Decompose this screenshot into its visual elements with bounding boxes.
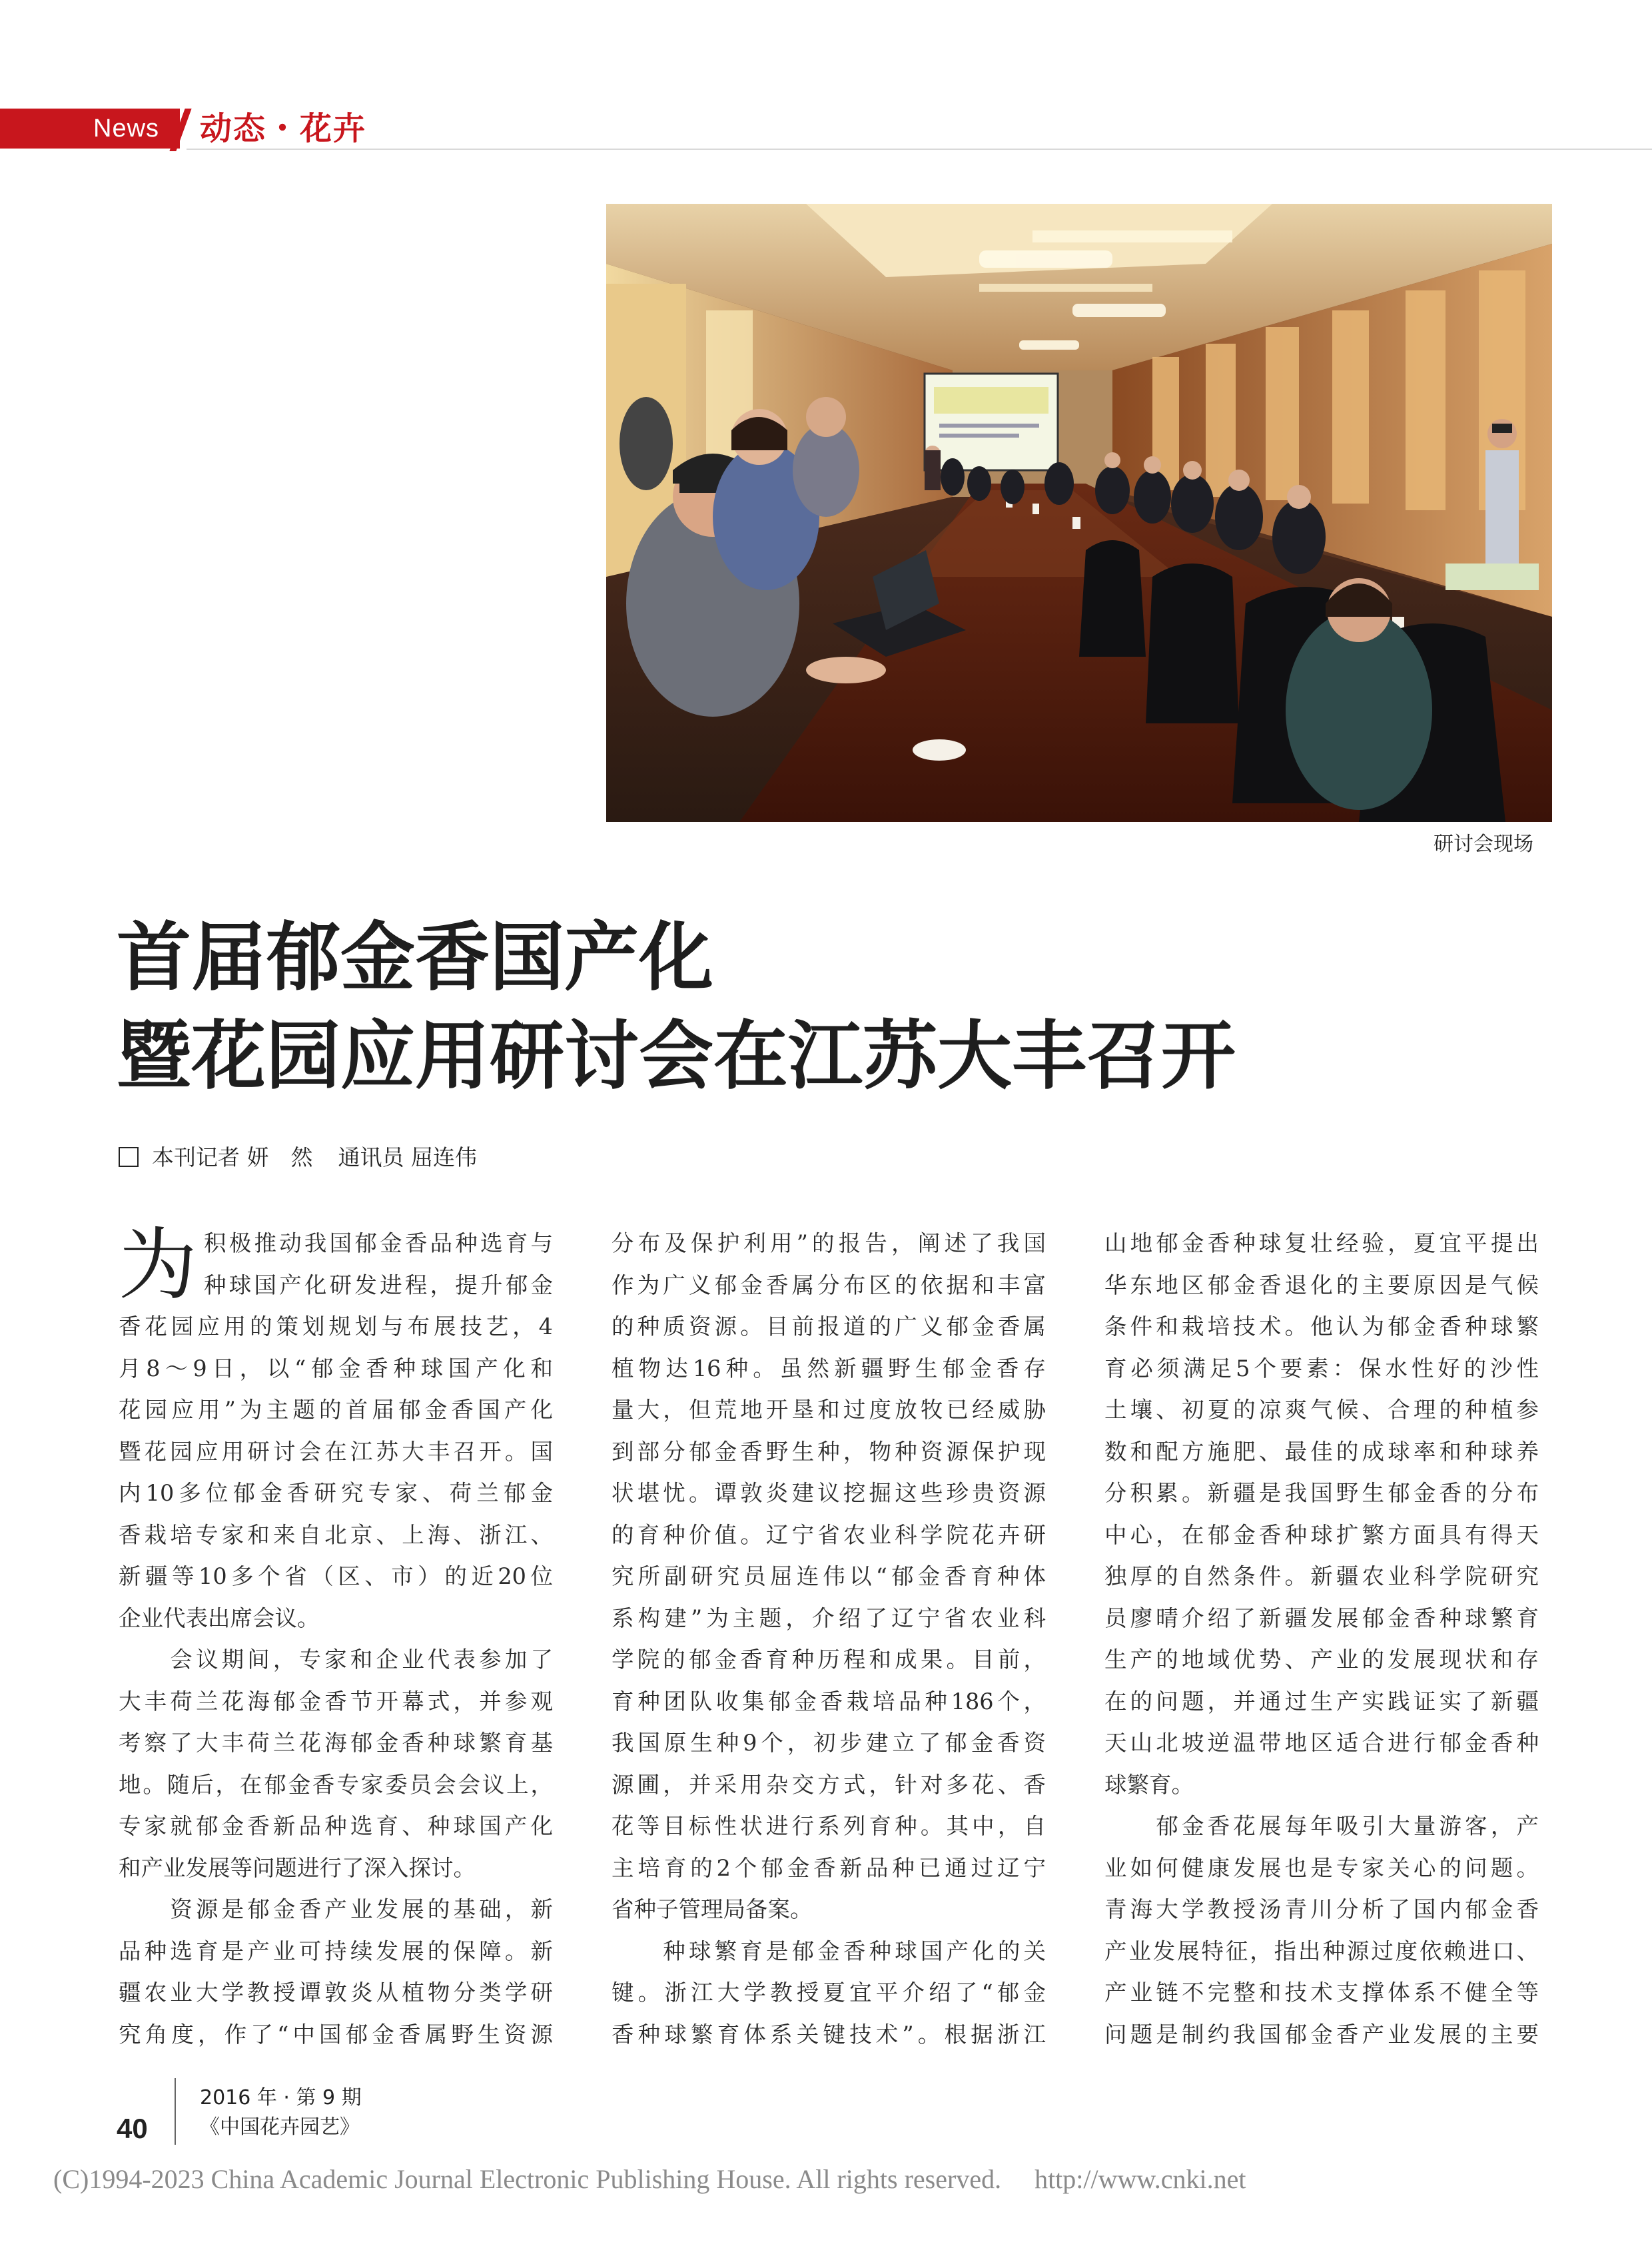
news-label: News [93, 115, 160, 143]
body-text-line: 郁金香花展每年吸引大量游客，产 [1104, 1813, 1539, 1839]
issue-number: 2016 年 · 第 9 期 [200, 2086, 362, 2109]
body-text-line: 大丰荷兰花海郁金香节开幕式，并参观 [119, 1688, 553, 1714]
body-text-line: 员廖晴介绍了新疆发展郁金香种球繁育 [1104, 1605, 1539, 1631]
body-text-line: 种球国产化研发进程，提升郁金 [204, 1272, 553, 1298]
body-text-line: 内10多位郁金香研究专家、荷兰郁金 [119, 1480, 553, 1506]
body-text-line: 在的问题，并通过生产实践证实了新疆 [1104, 1688, 1539, 1714]
body-text-line: 条件和栽培技术。他认为郁金香种球繁 [1104, 1313, 1539, 1339]
body-text-line: 专家就郁金香新品种选育、种球国产化 [119, 1813, 553, 1839]
reporter-name: 妍 然 [246, 1144, 313, 1170]
body-text-line: 积极推动我国郁金香品种选育与 [204, 1230, 553, 1256]
body-text-line: 青海大学教授汤青川分析了国内郁金香 [1104, 1896, 1539, 1922]
title-line-2: 暨花园应用研讨会在江苏大丰召开 [117, 1013, 1236, 1100]
body-text-line: 独厚的自然条件。新疆农业科学院研究 [1104, 1563, 1539, 1589]
body-text-line: 业如何健康发展也是专家关心的问题。 [1104, 1854, 1539, 1881]
body-text-line: 新疆等10多个省（区、市）的近20位 [119, 1563, 553, 1589]
body-text-line: 的育种价值。辽宁省农业科学院花卉研 [612, 1521, 1046, 1548]
body-text-line: 月8～9日，以“郁金香种球国产化和 [119, 1355, 553, 1381]
header-rule [187, 149, 1652, 150]
body-text-line: 到部分郁金香野生种，物种资源保护现 [612, 1438, 1046, 1465]
body-text-line: 山地郁金香种球复壮经验，夏宜平提出 [1104, 1230, 1539, 1256]
body-text-line: 我国原生种9个，初步建立了郁金香资 [612, 1730, 1046, 1756]
body-text-line: 的种质资源。目前报道的广义郁金香属 [612, 1313, 1046, 1339]
byline-box-icon [119, 1147, 139, 1167]
body-text-line: 问题是制约我国郁金香产业发展的主要 [1104, 2021, 1539, 2048]
body-text-line: 和产业发展等问题进行了深入探讨。 [119, 1854, 476, 1881]
body-text-line: 植物达16种。虽然新疆野生郁金香存 [612, 1355, 1046, 1381]
photo-caption: 研讨会现场 [1434, 833, 1533, 856]
journal-name: 《中国花卉园艺》 [200, 2115, 360, 2139]
body-text-line: 数和配方施肥、最佳的成球率和种球养 [1104, 1438, 1539, 1465]
body-text-line: 产业发展特征，指出种源过度依赖进口、 [1104, 1938, 1539, 1964]
footer-divider [175, 2078, 176, 2145]
issue-info [200, 2083, 362, 2142]
body-text-line: 会议期间，专家和企业代表参加了 [119, 1647, 553, 1673]
body-text-line: 香栽培专家和来自北京、上海、浙江、 [119, 1521, 553, 1548]
reporter-role: 本刊记者 [152, 1144, 240, 1170]
body-text-line: 品种选育是产业可持续发展的保障。新 [119, 1938, 553, 1964]
body-text-line: 究所副研究员屈连伟以“郁金香育种体 [612, 1563, 1046, 1589]
body-text-line: 考察了大丰荷兰花海郁金香种球繁育基 [119, 1730, 553, 1756]
body-text-line: 地。随后，在郁金香专家委员会会议上， [119, 1771, 553, 1798]
title-line-1: 首届郁金香国产化 [117, 915, 713, 1001]
body-text-line: 花园应用”为主题的首届郁金香国产化 [119, 1397, 553, 1423]
page-number: 40 [117, 2113, 148, 2144]
article-column-3 [1104, 1223, 1539, 2055]
body-text-line: 天山北坡逆温带地区适合进行郁金香种 [1104, 1730, 1539, 1756]
body-text-line: 中心，在郁金香种球扩繁方面具有得天 [1104, 1521, 1539, 1548]
correspondent-name: 屈连伟 [411, 1144, 477, 1170]
body-text-line: 种球繁育是郁金香种球国产化的关 [612, 1938, 1046, 1964]
seminar-photo [606, 204, 1552, 822]
body-text-line: 资源是郁金香产业发展的基础，新 [119, 1896, 553, 1922]
body-text-line: 主培育的2个郁金香新品种已通过辽宁 [612, 1854, 1046, 1881]
article-column-1 [119, 1219, 553, 2055]
drop-cap: 为 [119, 1219, 198, 1311]
body-text-line: 花等目标性状进行系列育种。其中，自 [612, 1813, 1046, 1839]
body-text-line: 香种球繁育体系关键技术”。根据浙江 [612, 2021, 1046, 2048]
body-text-line: 分布及保护利用”的报告，阐述了我国 [612, 1230, 1046, 1256]
body-text-line: 产业链不完整和技术支撑体系不健全等 [1104, 1980, 1539, 2006]
section-title: 动态・花卉 [200, 110, 367, 147]
body-text-line: 状堪忧。谭敦炎建议挖掘这些珍贵资源 [612, 1480, 1046, 1506]
correspondent-role: 通讯员 [338, 1144, 404, 1170]
body-text-line: 育必须满足5个要素：保水性好的沙性 [1104, 1355, 1539, 1381]
body-text-line: 究角度，作了“中国郁金香属野生资源 [119, 2021, 553, 2048]
body-text-line: 学院的郁金香育种历程和成果。目前， [612, 1647, 1046, 1673]
body-text-line: 量大，但荒地开垦和过度放牧已经威胁 [612, 1397, 1046, 1423]
body-text-line: 源圃，并采用杂交方式，针对多花、香 [612, 1771, 1046, 1798]
body-text-line: 键。浙江大学教授夏宜平介绍了“郁金 [612, 1980, 1046, 2006]
body-text-line: 企业代表出席会议。 [119, 1605, 320, 1631]
body-text-line: 省种子管理局备案。 [612, 1896, 813, 1922]
body-text-line: 生产的地域优势、产业的发展现状和存 [1104, 1647, 1539, 1673]
body-text-line: 系构建”为主题，介绍了辽宁省农业科 [612, 1605, 1046, 1631]
body-text-line: 球繁育。 [1104, 1771, 1194, 1798]
article-column-2 [612, 1223, 1046, 2055]
body-text-line: 疆农业大学教授谭敦炎从植物分类学研 [119, 1980, 553, 2006]
byline [119, 1143, 477, 1172]
body-text-line: 育种团队收集郁金香栽培品种186个， [612, 1688, 1046, 1714]
body-text-line: 土壤、初夏的凉爽气候、合理的种植参 [1104, 1397, 1539, 1423]
body-text-line: 香花园应用的策划规划与布展技艺，4 [119, 1313, 553, 1339]
body-text-line: 作为广义郁金香属分布区的依据和丰富 [612, 1272, 1046, 1298]
body-text-line: 暨花园应用研讨会在江苏大丰召开。国 [119, 1438, 553, 1465]
article-title [117, 915, 1549, 1100]
copyright-notice: (C)1994-2023 China Academic Journal Electronic Publishing House. All rights reserved. http://www.cnki.net [53, 2164, 1246, 2194]
body-text-line: 华东地区郁金香退化的主要原因是气候 [1104, 1272, 1539, 1298]
body-text-line: 分积累。新疆是我国野生郁金香的分布 [1104, 1480, 1539, 1506]
